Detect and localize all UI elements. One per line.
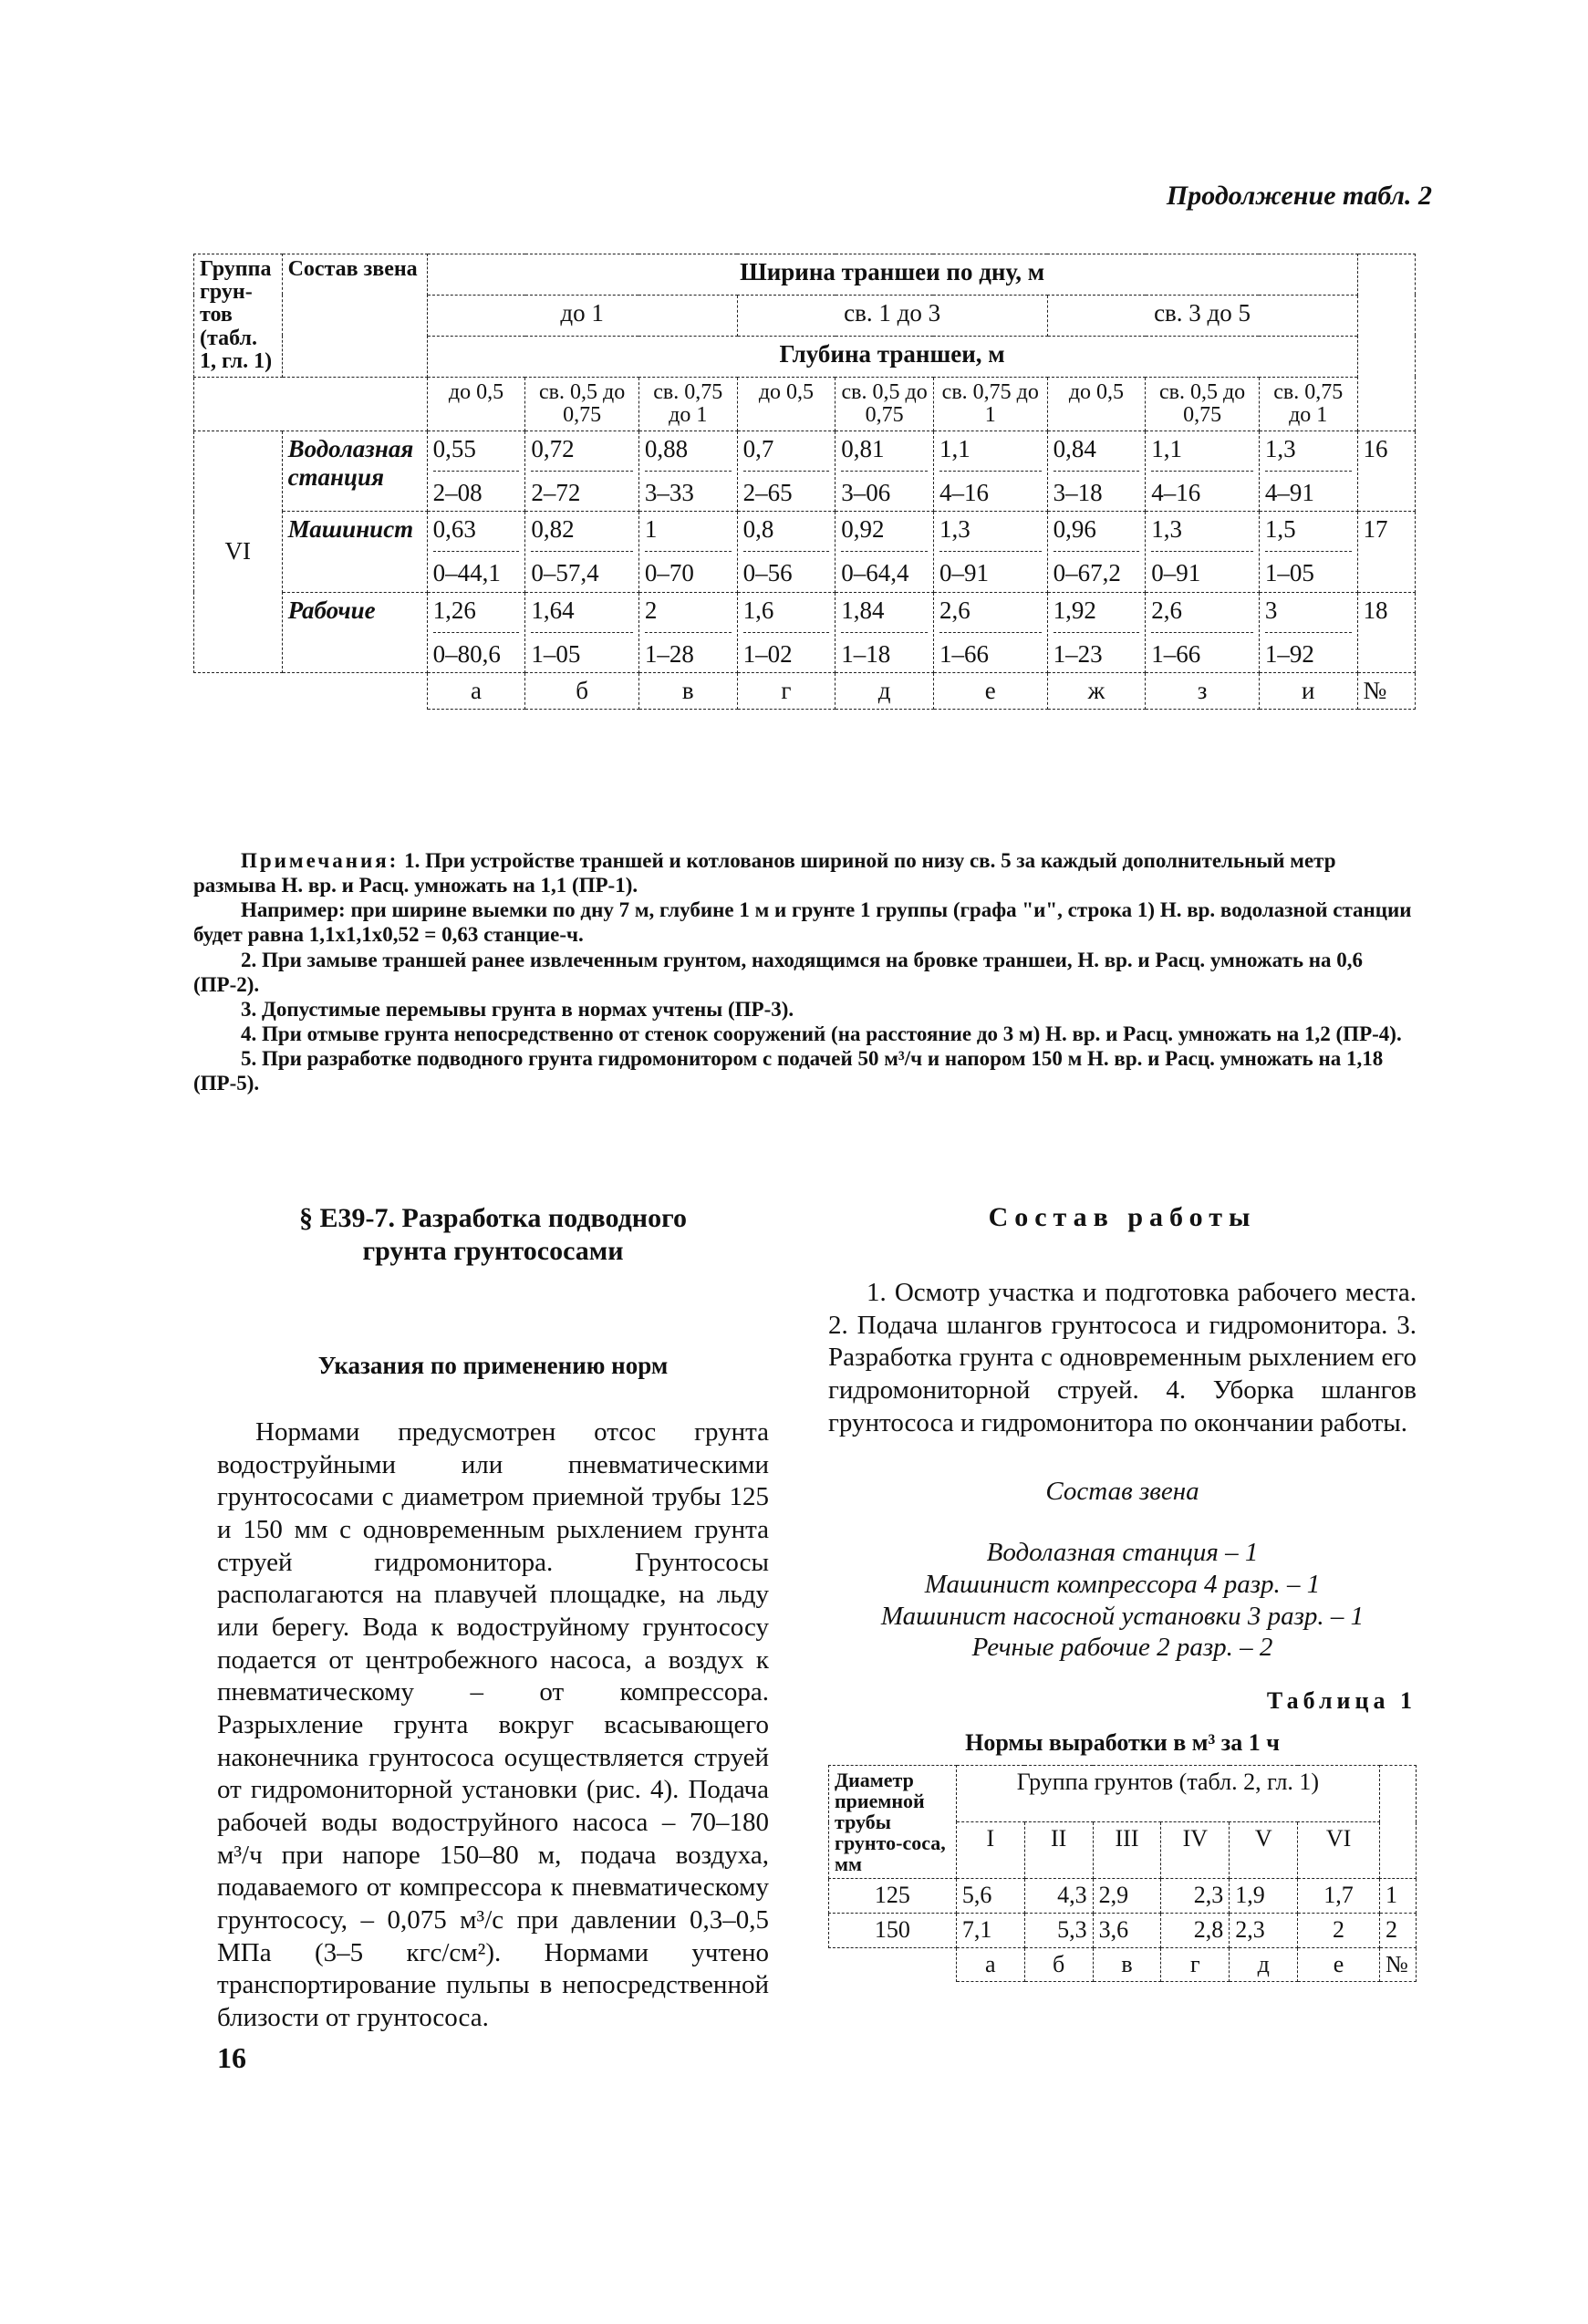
cell-bottom: 0–44,1 — [432, 559, 501, 587]
header-empty — [1379, 1766, 1416, 1879]
crew-item: Речные рабочие 2 разр. – 2 — [971, 1633, 1273, 1663]
cell-bottom: 0–70 — [644, 559, 694, 587]
col-letter: д — [836, 672, 934, 709]
right-column — [828, 1202, 1417, 1757]
cell-top: 1,92 — [1053, 597, 1140, 633]
row-number: 16 — [1357, 431, 1415, 512]
cell-top: 0,63 — [433, 515, 520, 552]
cell-bottom: 1–66 — [939, 639, 989, 668]
header-groups: Группа грунтов (табл. 2, гл. 1) — [956, 1766, 1379, 1822]
work-title: Состав работы — [988, 1202, 1257, 1232]
group-label: VI — [194, 431, 283, 672]
cell-bottom: 0–80,6 — [432, 639, 501, 668]
width-group-1: до 1 — [427, 295, 737, 336]
col-letter: г — [737, 672, 836, 709]
cell-top: 1,1 — [1151, 435, 1253, 472]
cell-top: 1,3 — [1151, 515, 1253, 552]
row-number: 17 — [1357, 512, 1415, 592]
depth-col: св. 0,5 до 0,75 — [525, 377, 639, 431]
row-name: Водолазная станция — [282, 431, 427, 512]
cell-top: 1,26 — [433, 597, 520, 633]
col-letter: ж — [1047, 672, 1146, 709]
cell-bottom: 1–66 — [1151, 639, 1201, 668]
cell-top: 1,64 — [531, 597, 633, 633]
header-empty — [1357, 254, 1415, 431]
cell-bottom: 0–64,4 — [841, 559, 909, 587]
cell-top: 0,96 — [1053, 515, 1140, 552]
page-number: 16 — [217, 2041, 246, 2074]
crew-list — [828, 1537, 1417, 1664]
cell-top: 1,5 — [1265, 515, 1352, 552]
col-letter: в — [638, 672, 737, 709]
cell-top: 3 — [1265, 597, 1352, 633]
col-letter: и — [1259, 672, 1357, 709]
table-row — [829, 1879, 1417, 1914]
note-3: 3. Допустимые перемывы грунта в нормах учтены (ПР-3). — [241, 997, 794, 1021]
depth-col: до 0,5 — [737, 377, 836, 431]
letters-spacer — [194, 672, 428, 709]
row-name: Рабочие — [282, 592, 427, 672]
table-row — [194, 431, 1416, 512]
col-letter: а — [427, 672, 525, 709]
group-col: V — [1230, 1822, 1298, 1879]
cell-bottom: 4–91 — [1264, 479, 1314, 507]
depth-col: до 0,5 — [1047, 377, 1146, 431]
letters-row — [829, 1947, 1417, 1982]
note-1: 1. При устройстве траншей и котлованов шириной по низу св. 5 за каждый дополнительный метр размыва Н. вр. и Расц. умножать на 1,1 (ПР-1). — [193, 849, 1336, 897]
notes-label: Примечания: — [241, 849, 400, 872]
table-1 — [828, 1765, 1417, 1982]
letters-spacer — [829, 1947, 957, 1982]
value-cell: 1,9 — [1230, 1879, 1298, 1914]
cell-bottom: 1–02 — [742, 639, 793, 668]
guide-title: Указания по применению норм — [317, 1352, 669, 1379]
cell-top: 2 — [645, 597, 732, 633]
diameter-cell: 125 — [829, 1879, 957, 1914]
value-cell: 7,1 — [956, 1914, 1024, 1948]
note-5: 5. При разработке подводного грунта гидромонитором с подачей 50 м³/ч и напором 150 м Н. вр. и Расц. умножать на 1,18 (ПР-5). — [193, 1047, 1384, 1095]
cell-top: 0,55 — [433, 435, 520, 472]
value-cell: 4,3 — [1024, 1879, 1093, 1914]
note-1-example: Например: при ширине выемки по дну 7 м, глубине 1 м и грунте 1 группы (графа "и", строка 1) Н. вр. водолазной станции будет равна 1,1х1,1х0,52 = 0,63 станцие-ч. — [193, 898, 1412, 947]
col-letter: г — [1161, 1947, 1230, 1982]
cell-top: 0,7 — [743, 435, 830, 472]
continuation-label: Продолжение табл. 2 — [1166, 181, 1432, 211]
value-cell: 2,9 — [1093, 1879, 1161, 1914]
cell-top: 1,1 — [939, 435, 1042, 472]
col-letter: е — [933, 672, 1047, 709]
cell-bottom: 3–18 — [1053, 479, 1103, 507]
cell-bottom: 2–65 — [742, 479, 793, 507]
table-row — [194, 512, 1416, 592]
value-cell: 2 — [1298, 1914, 1380, 1948]
col-letter: в — [1093, 1947, 1161, 1982]
cell-bottom: 0–57,4 — [531, 559, 599, 587]
depth-col: до 0,5 — [427, 377, 525, 431]
cell-bottom: 0–91 — [1151, 559, 1201, 587]
cell-top: 0,82 — [531, 515, 633, 552]
value-cell: 2,3 — [1230, 1914, 1298, 1948]
cell-top: 2,6 — [939, 597, 1042, 633]
cell-bottom: 1–18 — [841, 639, 891, 668]
depth-col: св. 0,75 до 1 — [638, 377, 737, 431]
col-letter: е — [1298, 1947, 1380, 1982]
row-number: 18 — [1357, 592, 1415, 672]
value-cell: 5,6 — [956, 1879, 1024, 1914]
cell-top: 0,72 — [531, 435, 633, 472]
crew-item: Водолазная станция – 1 — [986, 1538, 1259, 1568]
depth-col: св. 0,75 до 1 — [933, 377, 1047, 431]
table1-title: Нормы выработки в м³ за 1 ч — [965, 1729, 1280, 1757]
width-group-2: св. 1 до 3 — [737, 295, 1047, 336]
cell-top: 0,8 — [743, 515, 830, 552]
cell-bottom: 0–67,2 — [1053, 559, 1121, 587]
table-row — [194, 592, 1416, 672]
cell-bottom: 4–16 — [1151, 479, 1201, 507]
header-group: Группа грун-тов (табл. 1, гл. 1) — [194, 254, 283, 378]
value-cell: 2,8 — [1161, 1914, 1230, 1948]
diameter-cell: 150 — [829, 1914, 957, 1948]
value-cell: 1,7 — [1298, 1879, 1380, 1914]
value-cell: 2,3 — [1161, 1879, 1230, 1914]
cell-bottom: 1–05 — [531, 639, 581, 668]
cell-top: 1,3 — [1265, 435, 1352, 472]
num-sign: № — [1357, 672, 1415, 709]
header-staff: Состав звена — [282, 254, 427, 378]
cell-bottom: 4–16 — [939, 479, 989, 507]
cell-top: 1,84 — [841, 597, 928, 633]
width-group-3: св. 3 до 5 — [1047, 295, 1357, 336]
table-row — [829, 1914, 1417, 1948]
section-title: § Е39-7. Разработка подводного грунта грунтососами — [299, 1203, 687, 1266]
row-number: 1 — [1379, 1879, 1416, 1914]
cell-bottom: 1–05 — [1264, 559, 1314, 587]
crew-title: Состав звена — [1045, 1477, 1199, 1507]
table1-label: Таблица 1 — [1266, 1687, 1417, 1715]
col-letter: б — [525, 672, 639, 709]
guide-text: Нормами предусмотрен отсос грунта водоструйными или пневматическими грунтососами с диаметром приемной трубы 125 и 150 мм с одновременным рыхлением грунта струей гидромонитора. Грунтососы располагаются на плавучей площадке, на льду или берегу. Вода к водоструйному грунтососу подается от центробежного насоса, а воздух к пневматическому – от компрессора. Разрыхление грунта вокруг всасывающего наконечника грунтососа осуществляется струей от гидромониторной установки (рис. 4). Подача рабочей воды водоструйного насоса – 70–180 м³/ч при напоре 150–80 м, подача воздуха, подаваемого от компрессора к пневматическому грунтососу, – 0,075 м³/с при давлении 0,3–0,5 МПа (3–5 кгс/см²). Нормами учтено транспортирование пульпы в непосредственной близости от грунтососа. — [217, 1417, 769, 2032]
value-cell: 5,3 — [1024, 1914, 1093, 1948]
group-col: I — [956, 1822, 1024, 1879]
cell-top: 0,92 — [841, 515, 928, 552]
cell-bottom: 1–92 — [1264, 639, 1314, 668]
header-diameter: Диаметр приемной трубы грунто-соса, мм — [829, 1766, 957, 1879]
crew-item: Машинист компрессора 4 разр. – 1 — [924, 1569, 1321, 1599]
depth-col: св. 0,75 до 1 — [1259, 377, 1357, 431]
cell-top: 0,88 — [645, 435, 732, 472]
group-col: VI — [1298, 1822, 1380, 1879]
header-depth: Глубина траншеи, м — [427, 336, 1357, 377]
row-name: Машинист — [282, 512, 427, 592]
row-number: 2 — [1379, 1914, 1416, 1948]
col-letter: б — [1024, 1947, 1093, 1982]
cell-bottom: 3–33 — [644, 479, 694, 507]
crew-item: Машинист насосной установки 3 разр. – 1 — [880, 1601, 1365, 1631]
cell-bottom: 1–23 — [1053, 639, 1103, 668]
cell-top: 2,6 — [1151, 597, 1253, 633]
col-letter: д — [1230, 1947, 1298, 1982]
depth-col: св. 0,5 до 0,75 — [836, 377, 934, 431]
letters-row — [194, 672, 1416, 709]
group-col: III — [1093, 1822, 1161, 1879]
work-text: 1. Осмотр участка и подготовка рабочего места. 2. Подача шлангов грунтососа и гидромонитора. 3. Разработка грунта с одновременным рыхлением его гидромониторной струей. 4. Уборка шлангов грунтососа и гидромонитора по окончании работы. — [828, 1278, 1417, 1437]
cell-bottom: 3–06 — [841, 479, 891, 507]
table-2 — [193, 254, 1416, 710]
left-column — [217, 1202, 769, 2034]
cell-bottom: 1–28 — [644, 639, 694, 668]
header-width: Ширина траншеи по дну, м — [427, 254, 1357, 296]
note-2: 2. При замыве траншей ранее извлеченным грунтом, находящимся на бровке траншеи, Н. вр. и Расц. умножать на 0,6 (ПР-2). — [193, 948, 1364, 996]
group-col: IV — [1161, 1822, 1230, 1879]
cell-bottom: 0–91 — [939, 559, 989, 587]
col-letter: а — [956, 1947, 1024, 1982]
col-letter: з — [1146, 672, 1260, 709]
cell-bottom: 2–72 — [531, 479, 581, 507]
cell-top: 0,84 — [1053, 435, 1140, 472]
cell-bottom: 2–08 — [432, 479, 483, 507]
notes-block — [193, 848, 1416, 1095]
cell-top: 1 — [645, 515, 732, 552]
cell-top: 1,6 — [743, 597, 830, 633]
cell-bottom: 0–56 — [742, 559, 793, 587]
note-4: 4. При отмыве грунта непосредственно от стенок сооружений (на расстояние до 3 м) Н. вр. и Расц. умножать на 1,2 (ПР-4). — [241, 1022, 1402, 1045]
depth-col: св. 0,5 до 0,75 — [1146, 377, 1260, 431]
cell-top: 1,3 — [939, 515, 1042, 552]
group-col: II — [1024, 1822, 1093, 1879]
value-cell: 3,6 — [1093, 1914, 1161, 1948]
num-sign: № — [1379, 1947, 1416, 1982]
cell-top: 0,81 — [841, 435, 928, 472]
header-spacer — [194, 377, 428, 431]
